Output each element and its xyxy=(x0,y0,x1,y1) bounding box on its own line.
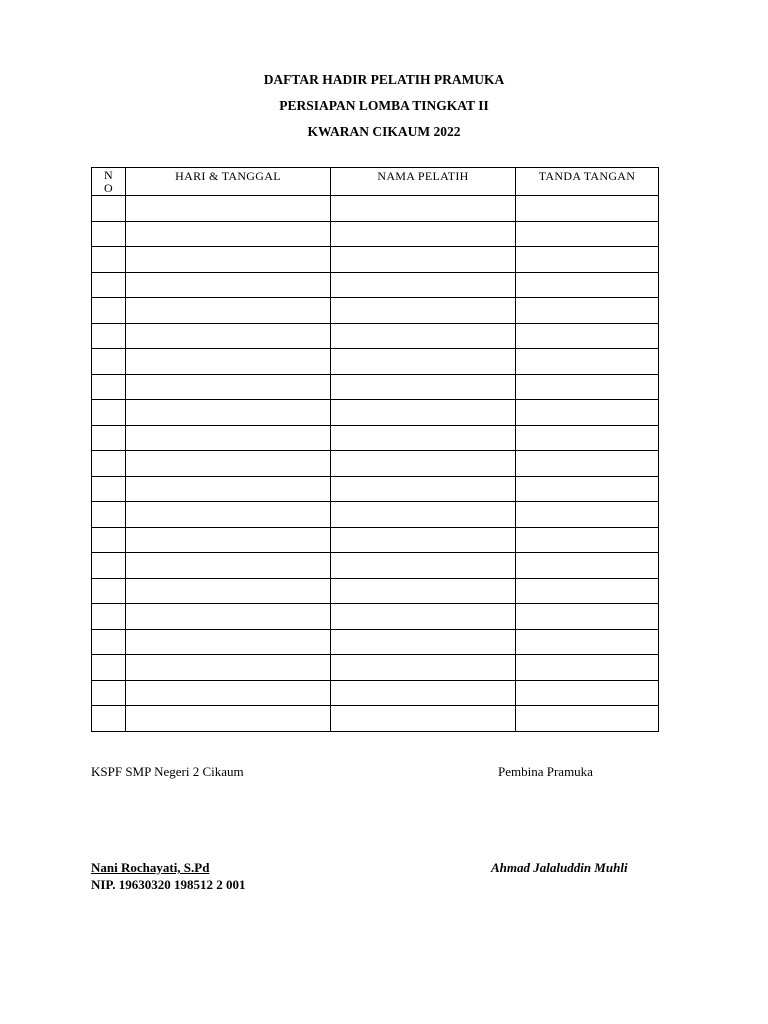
cell-date xyxy=(126,553,331,579)
cell-date xyxy=(126,221,331,247)
cell-signature xyxy=(516,553,659,579)
cell-no xyxy=(92,374,126,400)
cell-no xyxy=(92,502,126,528)
cell-signature xyxy=(516,400,659,426)
cell-no xyxy=(92,706,126,732)
table-row xyxy=(92,629,659,655)
cell-no xyxy=(92,476,126,502)
cell-signature xyxy=(516,298,659,324)
header-name: NAMA PELATIH xyxy=(331,168,516,196)
document-title xyxy=(0,72,768,150)
table-row xyxy=(92,706,659,732)
cell-signature xyxy=(516,323,659,349)
left-signatory-name: Nani Rochayati, S.Pd xyxy=(91,860,210,875)
cell-name xyxy=(331,425,516,451)
cell-date xyxy=(126,323,331,349)
cell-name xyxy=(331,323,516,349)
table-row xyxy=(92,553,659,579)
header-date: HARI & TANGGAL xyxy=(126,168,331,196)
cell-date xyxy=(126,502,331,528)
header-signature: TANDA TANGAN xyxy=(516,168,659,196)
cell-no xyxy=(92,629,126,655)
cell-date xyxy=(126,655,331,681)
table-row xyxy=(92,323,659,349)
cell-name xyxy=(331,680,516,706)
right-signatory-name: Ahmad Jalaluddin Muhli xyxy=(491,860,628,875)
table-row xyxy=(92,247,659,273)
cell-name xyxy=(331,527,516,553)
cell-no xyxy=(92,425,126,451)
cell-date xyxy=(126,527,331,553)
cell-date xyxy=(126,680,331,706)
cell-name xyxy=(331,298,516,324)
cell-name xyxy=(331,196,516,222)
table-row xyxy=(92,655,659,681)
table-row xyxy=(92,196,659,222)
cell-signature xyxy=(516,629,659,655)
cell-signature xyxy=(516,604,659,630)
cell-name xyxy=(331,629,516,655)
table-row xyxy=(92,476,659,502)
cell-date xyxy=(126,196,331,222)
left-signatory-nip: NIP. 19630320 198512 2 001 xyxy=(91,877,246,892)
cell-name xyxy=(331,476,516,502)
table-row xyxy=(92,425,659,451)
attendance-table xyxy=(91,167,659,732)
cell-name xyxy=(331,247,516,273)
cell-date xyxy=(126,476,331,502)
cell-name xyxy=(331,272,516,298)
cell-no xyxy=(92,196,126,222)
cell-date xyxy=(126,706,331,732)
cell-date xyxy=(126,578,331,604)
cell-date xyxy=(126,604,331,630)
cell-name xyxy=(331,451,516,477)
cell-no xyxy=(92,451,126,477)
cell-date xyxy=(126,349,331,375)
cell-signature xyxy=(516,527,659,553)
cell-name xyxy=(331,349,516,375)
cell-no xyxy=(92,349,126,375)
cell-no xyxy=(92,680,126,706)
table-row xyxy=(92,400,659,426)
cell-name xyxy=(331,400,516,426)
cell-signature xyxy=(516,502,659,528)
cell-signature xyxy=(516,196,659,222)
cell-date xyxy=(126,374,331,400)
table-row xyxy=(92,578,659,604)
header-no xyxy=(92,168,126,196)
cell-no xyxy=(92,400,126,426)
table-row xyxy=(92,374,659,400)
cell-date xyxy=(126,272,331,298)
table-row xyxy=(92,502,659,528)
cell-signature xyxy=(516,272,659,298)
cell-date xyxy=(126,451,331,477)
cell-date xyxy=(126,400,331,426)
cell-signature xyxy=(516,706,659,732)
table-row xyxy=(92,349,659,375)
title-line-3: KWARAN CIKAUM 2022 xyxy=(307,124,461,139)
table-row xyxy=(92,221,659,247)
table-row xyxy=(92,680,659,706)
title-line-2: PERSIAPAN LOMBA TINGKAT II xyxy=(279,98,489,113)
cell-signature xyxy=(516,425,659,451)
cell-name xyxy=(331,374,516,400)
table-row xyxy=(92,451,659,477)
cell-signature xyxy=(516,476,659,502)
cell-signature xyxy=(516,349,659,375)
table-body xyxy=(92,196,659,732)
cell-signature xyxy=(516,680,659,706)
cell-name xyxy=(331,604,516,630)
table-header-row xyxy=(92,168,659,196)
cell-signature xyxy=(516,451,659,477)
cell-no xyxy=(92,323,126,349)
table-row xyxy=(92,298,659,324)
cell-signature xyxy=(516,221,659,247)
table-row xyxy=(92,527,659,553)
table-row xyxy=(92,272,659,298)
cell-no xyxy=(92,298,126,324)
header-no-line-1: N xyxy=(104,168,113,182)
cell-name xyxy=(331,553,516,579)
cell-date xyxy=(126,425,331,451)
cell-date xyxy=(126,629,331,655)
cell-name xyxy=(331,706,516,732)
cell-signature xyxy=(516,374,659,400)
header-no-line-2: O xyxy=(104,181,113,195)
cell-no xyxy=(92,272,126,298)
cell-date xyxy=(126,298,331,324)
cell-no xyxy=(92,604,126,630)
cell-no xyxy=(92,247,126,273)
cell-no xyxy=(92,553,126,579)
cell-signature xyxy=(516,655,659,681)
cell-signature xyxy=(516,578,659,604)
cell-no xyxy=(92,578,126,604)
table-row xyxy=(92,604,659,630)
cell-signature xyxy=(516,247,659,273)
cell-no xyxy=(92,655,126,681)
cell-name xyxy=(331,502,516,528)
title-line-1: DAFTAR HADIR PELATIH PRAMUKA xyxy=(263,72,505,87)
cell-date xyxy=(126,247,331,273)
cell-name xyxy=(331,221,516,247)
cell-name xyxy=(331,578,516,604)
cell-no xyxy=(92,221,126,247)
left-signatory-org: KSPF SMP Negeri 2 Cikaum xyxy=(91,764,244,779)
cell-no xyxy=(92,527,126,553)
right-signatory-org: Pembina Pramuka xyxy=(498,764,593,779)
cell-name xyxy=(331,655,516,681)
